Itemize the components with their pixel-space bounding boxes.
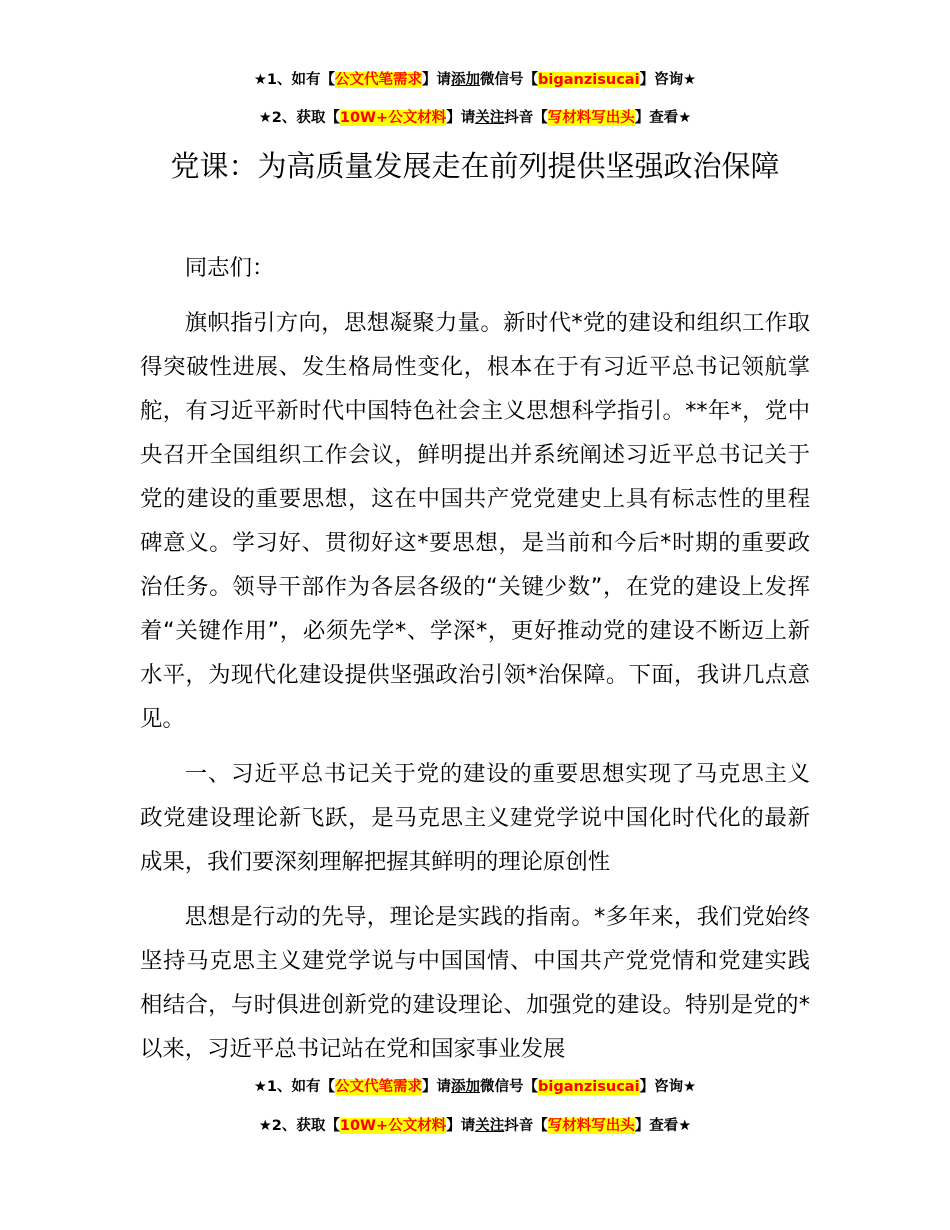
document-body <box>140 246 810 1071</box>
footer-promo-line-2 <box>0 1116 950 1136</box>
promo-prefix: ★2、获取【 <box>258 1118 340 1134</box>
promo-suffix: 】查看★ <box>634 1118 692 1134</box>
promo-text: 微信号【 <box>480 1079 539 1095</box>
promo-highlight: biganzisucai <box>538 72 640 88</box>
promo-text: 】请 <box>446 1118 476 1134</box>
section-heading: 一、习近平总书记关于党的建设的重要思想实现了马克思主义政党建设理论新飞跃，是马克思主义建党学说中国化时代化的最新成果，我们要深刻理解把握其鲜明的理论原创性 <box>140 761 810 875</box>
promo-prefix: ★1、如有【 <box>253 1079 336 1095</box>
promo-text: 抖音【 <box>504 110 548 126</box>
promo-highlight: biganzisucai <box>538 1079 640 1095</box>
promo-text: 】请 <box>446 110 476 126</box>
promo-prefix: ★2、获取【 <box>258 110 340 126</box>
header-promo-line-2 <box>0 108 950 128</box>
promo-highlight: 写材料写出头 <box>547 1118 635 1134</box>
promo-underlined: 关注 <box>475 1118 505 1134</box>
promo-text: 微信号【 <box>480 72 539 88</box>
document-title: 党课：为高质量发展走在前列提供坚强政治保障 <box>170 149 780 183</box>
promo-text: 】请 <box>422 1079 452 1095</box>
promo-prefix: ★1、如有【 <box>253 72 336 88</box>
salutation: 同志们： <box>184 255 275 281</box>
header-promo-line-1 <box>0 70 950 90</box>
promo-suffix: 】咨询★ <box>639 1079 697 1095</box>
promo-highlight: 公文代笔需求 <box>335 1079 423 1095</box>
body-paragraph: 思想是行动的先导，理论是实践的指南。*多年来，我们党始终坚持马克思主义建党学说与中国国情、中国共产党党情和党建实践相结合，与时俱进创新党的建设理论、加强党的建设。特别是党的*以来，习近平总书记站在党和国家事业发展 <box>140 904 810 1062</box>
promo-highlight: 公文代笔需求 <box>335 72 423 88</box>
promo-highlight: 10W+公文材料 <box>339 1118 447 1134</box>
promo-suffix: 】查看★ <box>634 110 692 126</box>
promo-suffix: 】咨询★ <box>639 72 697 88</box>
body-paragraph: 旗帜指引方向，思想凝聚力量。新时代*党的建设和组织工作取得突破性进展、发生格局性变化，根本在于有习近平总书记领航掌舵，有习近平新时代中国特色社会主义思想科学指引。**年*，党中央召开全国组织工作会议，鲜明提出并系统阐述习近平总书记关于党的建设的重要思想，这在中国共产党党建史上具有标志性的里程碑意义。学习好、贯彻好这*要思想，是当前和今后*时期的重要政治任务。领导干部作为各层各级的“关键少数”，在党的建设上发挥着“关键作用”，必须先学*、学深*，更好推动党的建设不断迈上新水平，为现代化建设提供坚强政治引领*治保障。下面，我讲几点意见。 <box>140 310 810 732</box>
promo-underlined: 添加 <box>451 72 481 88</box>
promo-highlight: 写材料写出头 <box>547 110 635 126</box>
promo-text: 】请 <box>422 72 452 88</box>
promo-underlined: 添加 <box>451 1079 481 1095</box>
promo-highlight: 10W+公文材料 <box>339 110 447 126</box>
promo-underlined: 关注 <box>475 110 505 126</box>
promo-text: 抖音【 <box>504 1118 548 1134</box>
footer-promo-line-1 <box>0 1077 950 1097</box>
